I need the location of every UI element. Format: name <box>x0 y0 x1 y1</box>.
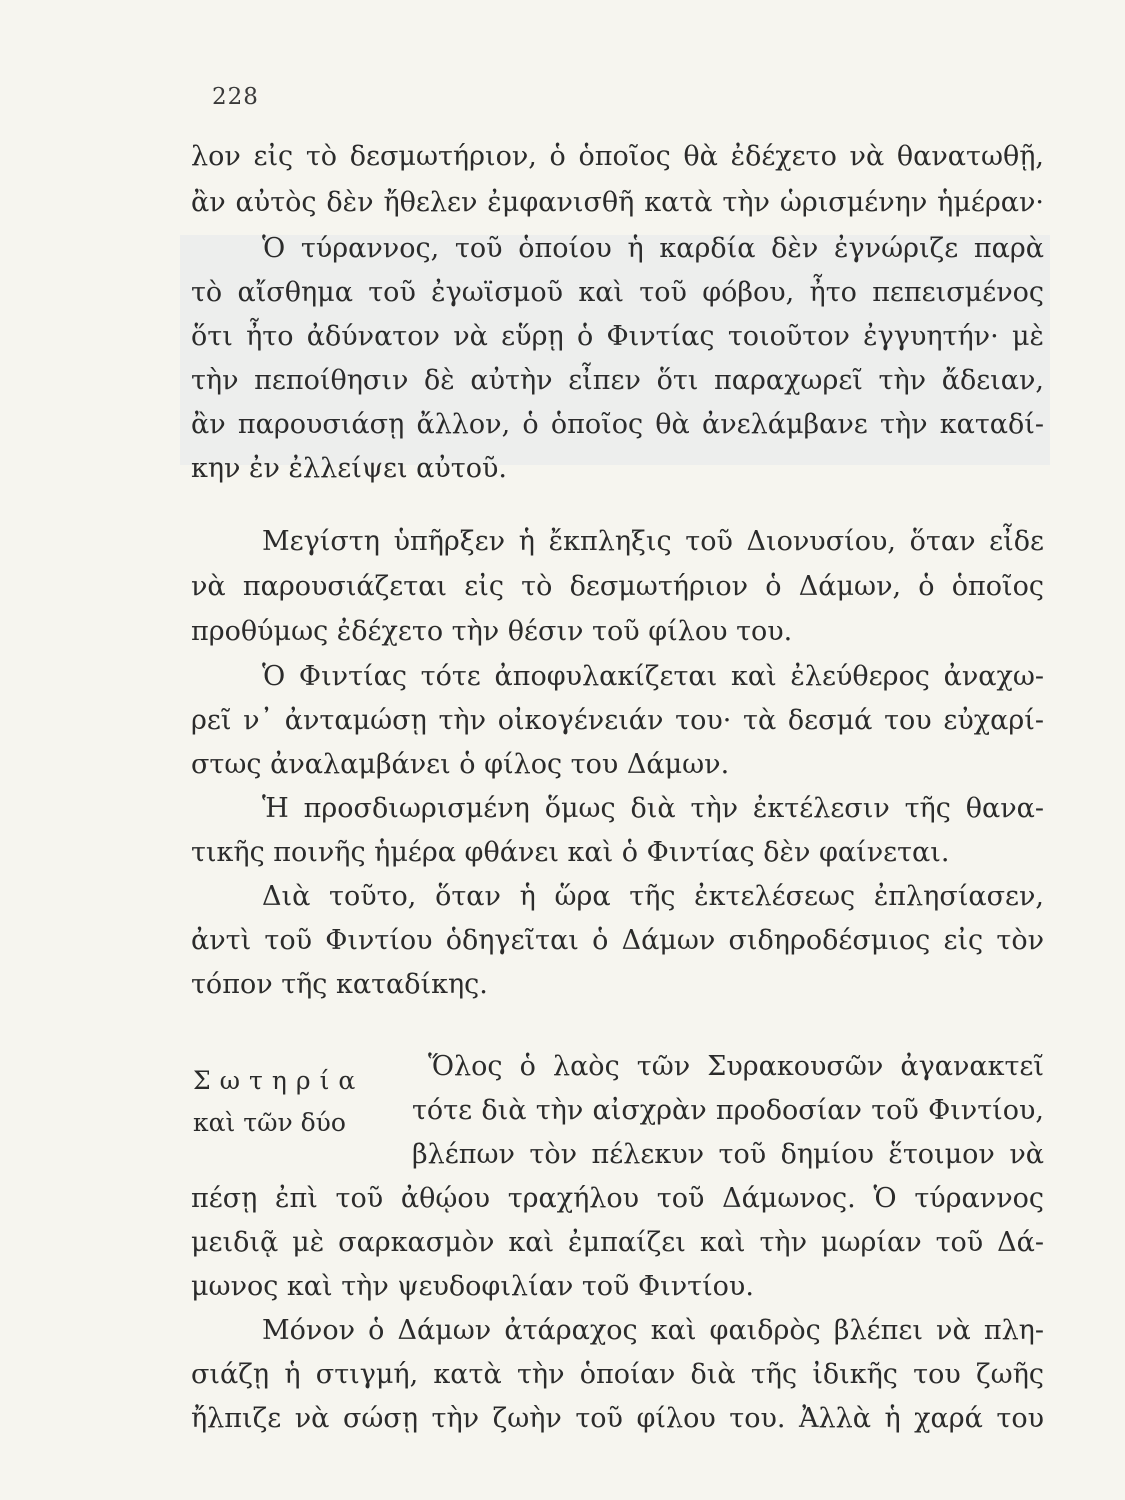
text-line: πέσῃ ἐπὶ τοῦ ἀθῴου τραχήλου τοῦ Δάμωνος. Ὁ τύραννος <box>191 1183 1044 1214</box>
text-line: Μεγίστη ὑπῆρξεν ἡ ἔκπληξις τοῦ Διονυσίου, ὅταν εἶδε <box>262 526 1044 557</box>
margin-note-line: Σωτηρία <box>193 1066 365 1095</box>
text-line: ἂν παρουσιάσῃ ἄλλον, ὁ ὁποῖος θὰ ἀνελάμβανε τὴν καταδί- <box>191 409 1044 440</box>
text-line: νὰ παρουσιάζεται εἰς τὸ δεσμωτήριον ὁ Δάμων, ὁ ὁποῖος <box>191 571 1044 602</box>
text-line: ἤλπιζε νὰ σώσῃ τὴν ζωὴν τοῦ φίλου του. Ἀλλὰ ἡ χαρά του <box>191 1403 1044 1434</box>
text-line: Ὁ Φιντίας τότε ἀποφυλακίζεται καὶ ἐλεύθερος ἀναχω- <box>262 661 1044 692</box>
text-line: στως ἀναλαμβάνει ὁ φίλος του Δάμων. <box>191 749 730 780</box>
text-line: τὴν πεποίθησιν δὲ αὐτὴν εἶπεν ὅτι παραχωρεῖ τὴν ἄδειαν, <box>191 365 1044 396</box>
text-line: κην ἐν ἐλλείψει αὐτοῦ. <box>191 453 507 484</box>
text-line: τόπον τῆς καταδίκης. <box>191 969 488 1000</box>
text-line: ἂν αὐτὸς δὲν ἤθελεν ἐμφανισθῆ κατὰ τὴν ὡρισμένην ἡμέραν· <box>191 187 1044 218</box>
text-line: μειδιᾷ μὲ σαρκασμὸν καὶ ἐμπαίζει καὶ τὴν μωρίαν τοῦ Δά- <box>191 1227 1044 1258</box>
text-line: ἀντὶ τοῦ Φιντίου ὁδηγεῖται ὁ Δάμων σιδηροδέσμιος εἰς τὸν <box>191 925 1044 956</box>
text-line: σιάζῃ ἡ στιγμή, κατὰ τὴν ὁποίαν διὰ τῆς ἰδικῆς του ζωῆς <box>191 1359 1044 1390</box>
text-line: Ὅλος ὁ λαὸς τῶν Συρακουσῶν ἀγανακτεῖ <box>428 1051 1044 1082</box>
text-line: Ὁ τύραννος, τοῦ ὁποίου ἡ καρδία δὲν ἐγνώριζε παρὰ <box>262 233 1044 264</box>
text-line: βλέπων τὸν πέλεκυν τοῦ δημίου ἕτοιμον νὰ <box>412 1139 1044 1170</box>
text-line: λον εἰς τὸ δεσμωτήριον, ὁ ὁποῖος θὰ ἐδέχετο νὰ θανατωθῇ, <box>191 141 1044 172</box>
text-line: Ἡ προσδιωρισμένη ὅμως διὰ τὴν ἐκτέλεσιν τῆς θανα- <box>262 793 1044 824</box>
page-number: 228 <box>212 84 259 110</box>
text-line: Μόνον ὁ Δάμων ἀτάραχος καὶ φαιδρὸς βλέπει νὰ πλη- <box>262 1315 1044 1346</box>
text-line: Διὰ τοῦτο, ὅταν ἡ ὥρα τῆς ἐκτελέσεως ἐπλησίασεν, <box>262 881 1044 912</box>
text-line: τότε διὰ τὴν αἰσχρὰν προδοσίαν τοῦ Φιντίου, <box>412 1095 1044 1126</box>
text-line: ρεῖ ν᾽ ἀνταμώσῃ τὴν οἰκογένειάν του· τὰ δεσμά του εὐχαρί- <box>191 705 1044 736</box>
text-line: προθύμως ἐδέχετο τὴν θέσιν τοῦ φίλου του. <box>191 616 793 647</box>
text-line: ὅτι ἦτο ἀδύνατον νὰ εὕρῃ ὁ Φιντίας τοιοῦτον ἐγγυητήν· μὲ <box>191 321 1044 352</box>
margin-note-line: καὶ τῶν δύο <box>193 1108 346 1137</box>
text-line: τὸ αἴσθημα τοῦ ἐγωϊσμοῦ καὶ τοῦ φόβου, ἦτο πεπεισμένος <box>191 277 1044 308</box>
text-line: τικῆς ποινῆς ἡμέρα φθάνει καὶ ὁ Φιντίας δὲν φαίνεται. <box>191 837 950 868</box>
text-line: μωνος καὶ τὴν ψευδοφιλίαν τοῦ Φιντίου. <box>191 1271 754 1302</box>
